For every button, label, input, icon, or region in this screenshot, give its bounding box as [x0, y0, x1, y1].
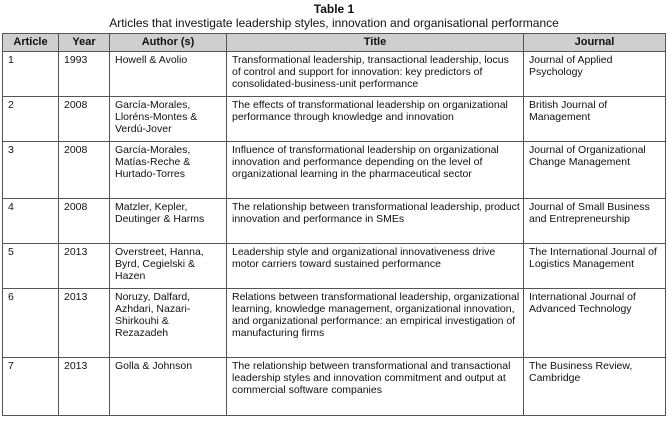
cell-authors: Noruzy, Dalfard, Azhdari, Nazari-Shirkouhi & Rezazadeh: [110, 289, 227, 358]
column-header-year: Year: [59, 34, 110, 52]
cell-year: 2013: [59, 244, 110, 289]
table-header-row: [3, 34, 666, 52]
cell-year: 2013: [59, 358, 110, 416]
cell-title: The relationship between transformational and transactional leadership styles and innovation commitment and output at commercial software companies: [227, 358, 524, 416]
column-header-journal: Journal: [524, 34, 666, 52]
cell-title: Leadership style and organizational innovativeness drive motor carriers toward sustained performance: [227, 244, 524, 289]
table-row: [3, 244, 666, 289]
cell-title: The relationship between transformational leadership, product innovation and performance in SMEs: [227, 199, 524, 244]
cell-article: 1: [3, 52, 59, 97]
cell-title: The effects of transformational leadership on organizational performance through knowledge and innovation: [227, 97, 524, 142]
cell-authors: Howell & Avolio: [110, 52, 227, 97]
table-row: [3, 358, 666, 416]
cell-article: 6: [3, 289, 59, 358]
cell-year: 2008: [59, 97, 110, 142]
table-row: [3, 199, 666, 244]
cell-article: 2: [3, 97, 59, 142]
articles-table: [2, 33, 666, 416]
column-header-article: Article: [3, 34, 59, 52]
cell-article: 5: [3, 244, 59, 289]
table-caption: [0, 0, 668, 30]
cell-authors: García-Morales, Matías-Reche & Hurtado-Torres: [110, 142, 227, 199]
cell-journal: Journal of Small Business and Entrepreneurship: [524, 199, 666, 244]
cell-title: Transformational leadership, transactional leadership, locus of control and support for innovation: key predictors of consolidated-business-unit performance: [227, 52, 524, 97]
table-row: [3, 97, 666, 142]
cell-year: 2013: [59, 289, 110, 358]
table-title: Articles that investigate leadership styles, innovation and organisational performance: [109, 16, 559, 30]
cell-title: Influence of transformational leadership on organizational innovation and performance depending on the level of organizational learning in the pharmaceutical sector: [227, 142, 524, 199]
column-header-authors: Author (s): [110, 34, 227, 52]
cell-authors: García-Morales, Lloréns-Montes & Verdú-Jover: [110, 97, 227, 142]
table-row: [3, 289, 666, 358]
cell-article: 7: [3, 358, 59, 416]
cell-journal: Journal of Organizational Change Management: [524, 142, 666, 199]
cell-article: 3: [3, 142, 59, 199]
cell-year: 2008: [59, 199, 110, 244]
table-row: [3, 52, 666, 97]
cell-journal: British Journal of Management: [524, 97, 666, 142]
table-row: [3, 142, 666, 199]
cell-authors: Golla & Johnson: [110, 358, 227, 416]
cell-authors: Matzler, Kepler, Deutinger & Harms: [110, 199, 227, 244]
table-number: Table 1: [313, 2, 355, 16]
cell-year: 1993: [59, 52, 110, 97]
cell-journal: Journal of Applied Psychology: [524, 52, 666, 97]
cell-title: Relations between transformational leadership, organizational learning, knowledge management, organizational innovation, and organizational performance: an empirical investigation of manufacturing firms: [227, 289, 524, 358]
column-header-title: Title: [227, 34, 524, 52]
cell-journal: International Journal of Advanced Technology: [524, 289, 666, 358]
cell-journal: The International Journal of Logistics Management: [524, 244, 666, 289]
cell-authors: Overstreet, Hanna, Byrd, Cegielski & Hazen: [110, 244, 227, 289]
cell-year: 2008: [59, 142, 110, 199]
cell-journal: The Business Review, Cambridge: [524, 358, 666, 416]
cell-article: 4: [3, 199, 59, 244]
